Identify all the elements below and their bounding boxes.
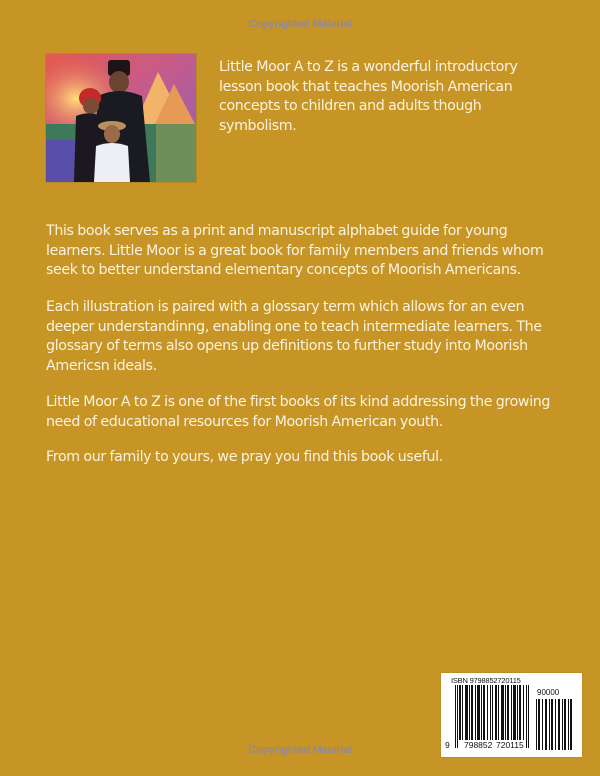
barcode-digits-left: 798852 xyxy=(464,740,493,750)
description-paragraph-3: Little Moor A to Z is one of the first books of its kind addressing the growing need of educational resources for Moorish American youth. xyxy=(46,394,551,430)
barcode-digit-first: 9 xyxy=(445,740,450,750)
copyright-watermark-top: Copyrighted Material xyxy=(248,18,352,30)
family-photo-image xyxy=(46,54,196,182)
barcode-bars-main xyxy=(455,685,530,748)
closing-paragraph: From our family to yours, we pray you find this book useful. xyxy=(46,449,443,465)
barcode-digits-right: 720115 xyxy=(496,740,524,750)
description-paragraph-1: This book serves as a print and manuscript alphabet guide for young learners. Little Moor is a great book for family members and friends whom seek to better understand elementary concepts of Moorish Americans. xyxy=(46,223,544,279)
price-addon-label: 90000 xyxy=(537,688,560,697)
family-photo xyxy=(46,54,196,182)
description-paragraph-2: Each illustration is paired with a glossary term which allows for an even deeper understandinng, enabling one to teach intermediate learners. The glossary of terms also opens up definitions to further study into Moorish Americsn ideals. xyxy=(46,299,542,374)
isbn-label: ISBN 9798852720115 xyxy=(451,676,521,685)
copyright-watermark-bottom: Copyrighted Material xyxy=(248,744,352,756)
barcode-bars-addon xyxy=(536,699,572,750)
intro-paragraph: Little Moor A to Z is a wonderful introductory lesson book that teaches Moorish American concepts to children and adults though symbolism. xyxy=(219,59,518,134)
